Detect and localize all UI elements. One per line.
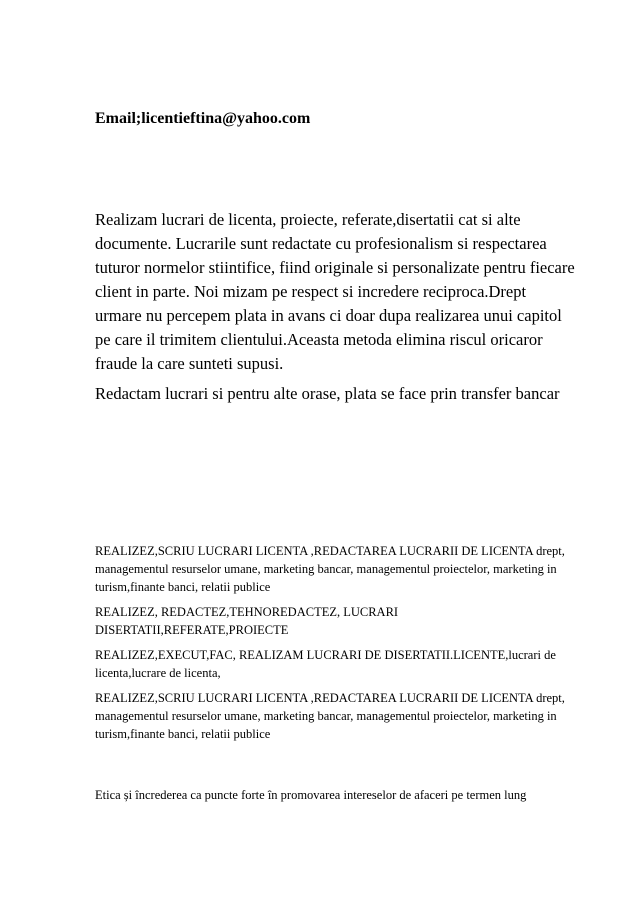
services-paragraph: REALIZEZ,SCRIU LUCRARI LICENTA ,REDACTAREA LUCRARII DE LICENTA drept, managementul resurselor umane, marketing bancar, managementul proiectelor, marketing in turism,finante banci, relatii publice: [95, 544, 565, 594]
intro-paragraph: Redactam lucrari si pentru alte orase, plata se face prin transfer bancar: [95, 384, 560, 403]
services-paragraph: REALIZEZ,SCRIU LUCRARI LICENTA ,REDACTAREA LUCRARII DE LICENTA drept, managementul resurselor umane, marketing bancar, managementul proiectelor, marketing in turism,finante banci, relatii publice: [95, 691, 565, 741]
footer-text: Etica și încrederea ca puncte forte în promovarea intereselor de afaceri pe termen lung: [95, 788, 527, 802]
intro-paragraph: Realizam lucrari de licenta, proiecte, referate,disertatii cat si alte documente. Lucrarile sunt redactate cu profesionalism si respectarea tuturor normelor stiintifice, fiind originale si personalizate pentru fiecare client in parte. Noi mizam pe respect si incredere reciproca.Drept urmare nu percepem plata in avans ci doar dupa realizarea unui capitol pe care il trimitem clientului.Aceasta metoda elimina riscul oricaror fraude la care sunteti supusi.: [95, 210, 575, 373]
intro-section: [95, 208, 575, 406]
services-paragraph: REALIZEZ,EXECUT,FAC, REALIZAM LUCRARI DE DISERTATII.LICENTE,lucrari de licenta,lucrare de licenta,: [95, 648, 556, 680]
services-list: [95, 542, 575, 750]
contact-email: Email;licentieftina@yahoo.com: [95, 110, 311, 127]
services-paragraph: REALIZEZ, REDACTEZ,TEHNOREDACTEZ, LUCRARI DISERTATII,REFERATE,PROIECTE: [95, 605, 399, 637]
